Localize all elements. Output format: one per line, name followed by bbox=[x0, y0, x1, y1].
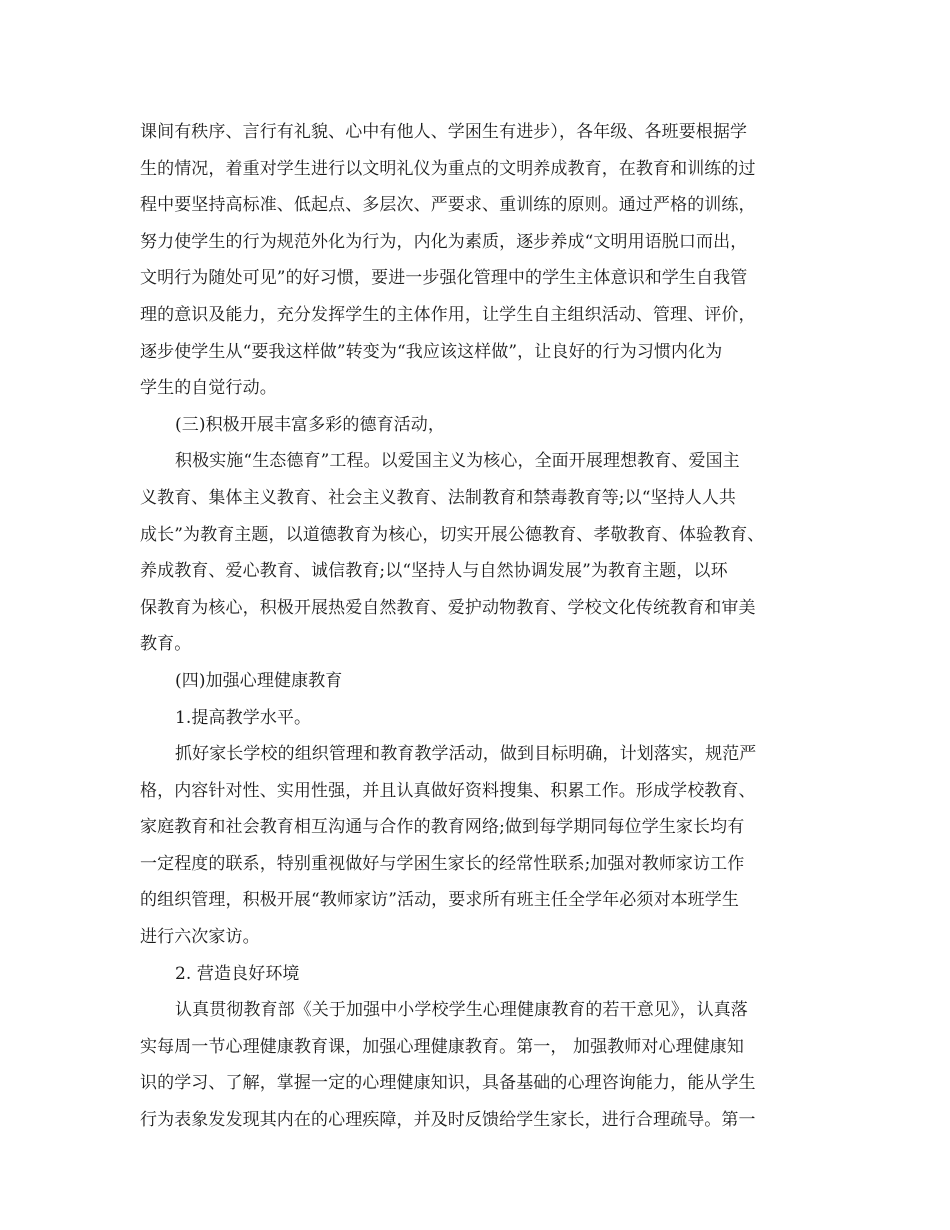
text-line: 教育。 bbox=[140, 634, 192, 655]
text-line: 识的学习、了解，掌握一定的心理健康知识，具备基础的心理咨询能力，能从学生 bbox=[140, 1073, 756, 1094]
text-line: 学生的自觉行动。 bbox=[140, 378, 277, 399]
text-line: 一定程度的联系，特别重视做好与学困生家长的经常性联系;加强对教师家访工作 bbox=[140, 853, 745, 874]
text-line: 逐步使学生从“要我这样做”转变为“我应该这样做”，让良好的行为习惯内化为 bbox=[140, 341, 723, 362]
text-line: 程中要坚持高标准、低起点、多层次、严要求、重训练的原则。通过严格的训练， bbox=[140, 195, 756, 216]
text-line: 的组织管理，积极开展“教师家访”活动，要求所有班主任全学年必须对本班学生 bbox=[140, 890, 739, 911]
text-line: (三)积极开展丰富多彩的德育活动， bbox=[175, 414, 445, 435]
text-line: 课间有秩序、言行有礼貌、心中有他人、学困生有进步），各年级、各班要根据学 bbox=[140, 122, 748, 142]
text-line: 养成教育、爱心教育、诚信教育;以“坚持人与自然协调发展”为教育主题，以环 bbox=[140, 561, 728, 582]
document-body bbox=[140, 114, 820, 1139]
text-line: 努力使学生的行为规范外化为行为，内化为素质，逐步养成“文明用语脱口而出， bbox=[140, 231, 748, 252]
text-line: 实每周一节心理健康教育课，加强心理健康教育。第一， 加强教师对心理健康知 bbox=[140, 1036, 745, 1057]
text-line: 文明行为随处可见”的好习惯，要进一步强化管理中的学生主体意识和学生自我管 bbox=[140, 268, 748, 289]
text-line: 理的意识及能力，充分发挥学生的主体作用，让学生自主组织活动、管理、评价， bbox=[140, 304, 756, 325]
text-line: 行为表象发发现其内在的心理疾障，并及时反馈给学生家长，进行合理疏导。第一 bbox=[140, 1110, 756, 1131]
text-line: 1.提高教学水平。 bbox=[175, 707, 312, 728]
text-line: 生的情况，着重对学生进行以文明礼仪为重点的文明养成教育，在教育和训练的过 bbox=[140, 158, 756, 179]
text-line: 家庭教育和社会教育相互沟通与合作的教育网络;做到每学期同每位学生家长均有 bbox=[140, 817, 745, 838]
text-line: 格，内容针对性、实用性强，并且认真做好资料搜集、积累工作。形成学校教育、 bbox=[140, 780, 756, 801]
text-line: 认真贯彻教育部《关于加强中小学校学生心理健康教育的若干意见》，认真落 bbox=[175, 1000, 748, 1021]
text-line: 义教育、集体主义教育、社会主义教育、法制教育和禁毒教育等;以“坚持人人共 bbox=[140, 487, 737, 508]
text-line: 成长”为教育主题，以道德教育为核心，切实开展公德教育、孝敬教育、体验教育、 bbox=[140, 524, 765, 545]
text-line: 保教育为核心，积极开展热爱自然教育、爱护动物教育、学校文化传统教育和审美 bbox=[140, 597, 756, 618]
text-line: (四)加强心理健康教育 bbox=[175, 670, 343, 691]
text-line: 2. 营造良好环境 bbox=[175, 963, 300, 984]
text-line: 抓好家长学校的组织管理和教育教学活动，做到目标明确，计划落实，规范严 bbox=[175, 744, 757, 765]
text-line: 进行六次家访。 bbox=[140, 927, 260, 948]
text-line: 积极实施“生态德育”工程。以爱国主义为核心，全面开展理想教育、爱国主 bbox=[175, 451, 740, 472]
